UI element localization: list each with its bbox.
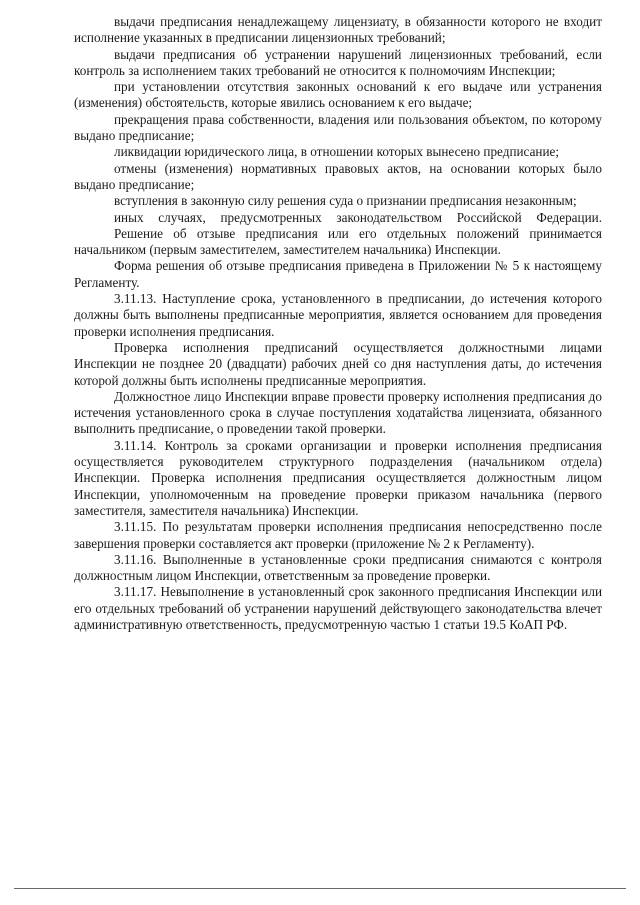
paragraph-revocation-acts-cancelled: отмены (изменения) нормативных правовых актов, на основании которых было выдано предписание; [74,160,602,192]
paragraph-revocation-court-decision: вступления в законную силу решения суда о признании предписания незаконным; [114,193,577,209]
footer-divider [14,888,626,889]
paragraph-revocation-ownership-ended: прекращения права собственности, владения или пользования объектом, по которому выдано предписание; [74,111,602,144]
document-body [74,14,602,633]
paragraph-3-11-15: 3.11.15. По результатам проверки исполнения предписания непосредственно после завершения проверки составляется акт проверки (приложение № 2 к Регламенту). [74,519,602,551]
paragraph-3-11-17: 3.11.17. Невыполнение в установленный срок законного предписания Инспекции или его отдельных требований об устранении нарушений действующего законодательства влечет административную ответственность, предусмотренную частью 1 статьи 19.5 КоАП РФ. [74,584,602,632]
paragraph-3-11-13: 3.11.13. Наступление срока, установленного в предписании, до истечения которого должны быть выполнены предписанные мероприятия, является основанием для проведения проверки исполнения предписания. [74,291,602,339]
paragraph-3-11-16: 3.11.16. Выполненные в установленные сроки предписания снимаются с контроля должностным лицом Инспекции, ответственным за проведение проверки. [74,551,602,584]
paragraph-3-11-14: 3.11.14. Контроль за сроками организации и проверки исполнения предписания осуществляется руководителем структурного подразделения (начальником отдела) Инспекции. Проверка исполнения предписания осуществляется должностным лицом Инспекции, уполномоченным на проведение проверки приказом начальника (первого заместителя, заместителя начальника) Инспекции. [74,437,602,518]
paragraph-revocation-no-grounds: при установлении отсутствия законных оснований к его выдаче или устранения (изменения) обстоятельств, которые явились основанием к его выдаче; [74,79,602,111]
paragraph-revocation-other-cases: иных случаях, предусмотренных законодательством Российской Федерации. [114,209,602,225]
paragraph-revocation-decision: Решение об отзыве предписания или его отдельных положений принимается начальником (первым заместителем, заместителем начальника) Инспекции. [74,225,602,258]
paragraph-revocation-form: Форма решения об отзыве предписания приведена в Приложении № 5 к настоящему Регламенту. [74,258,602,290]
paragraph-inspection-deadline: Проверка исполнения предписаний осуществляется должностными лицами Инспекции не позднее 20 (двадцати) рабочих дней со дня наступления даты, до истечения которой должны быть исполнены предписанные мероприятия. [74,339,602,388]
paragraph-revocation-not-in-authority: выдачи предписания об устранении нарушений лицензионных требований, если контроль за исполнением таких требований не относится к полномочиям Инспекции; [74,46,602,78]
paragraph-early-inspection: Должностное лицо Инспекции вправе провести проверку исполнения предписания до истечения установленного срока в случае поступления ходатайства лицензиата, обязанного выполнить предписание, о проведении такой проверки. [74,388,602,437]
paragraph-revocation-wrong-licensee: выдачи предписания ненадлежащему лицензиату, в обязанности которого не входит исполнение указанных в предписании лицензионных требований; [74,14,602,46]
paragraph-revocation-liquidation: ликвидации юридического лица, в отношении которых вынесено предписание; [114,144,560,160]
